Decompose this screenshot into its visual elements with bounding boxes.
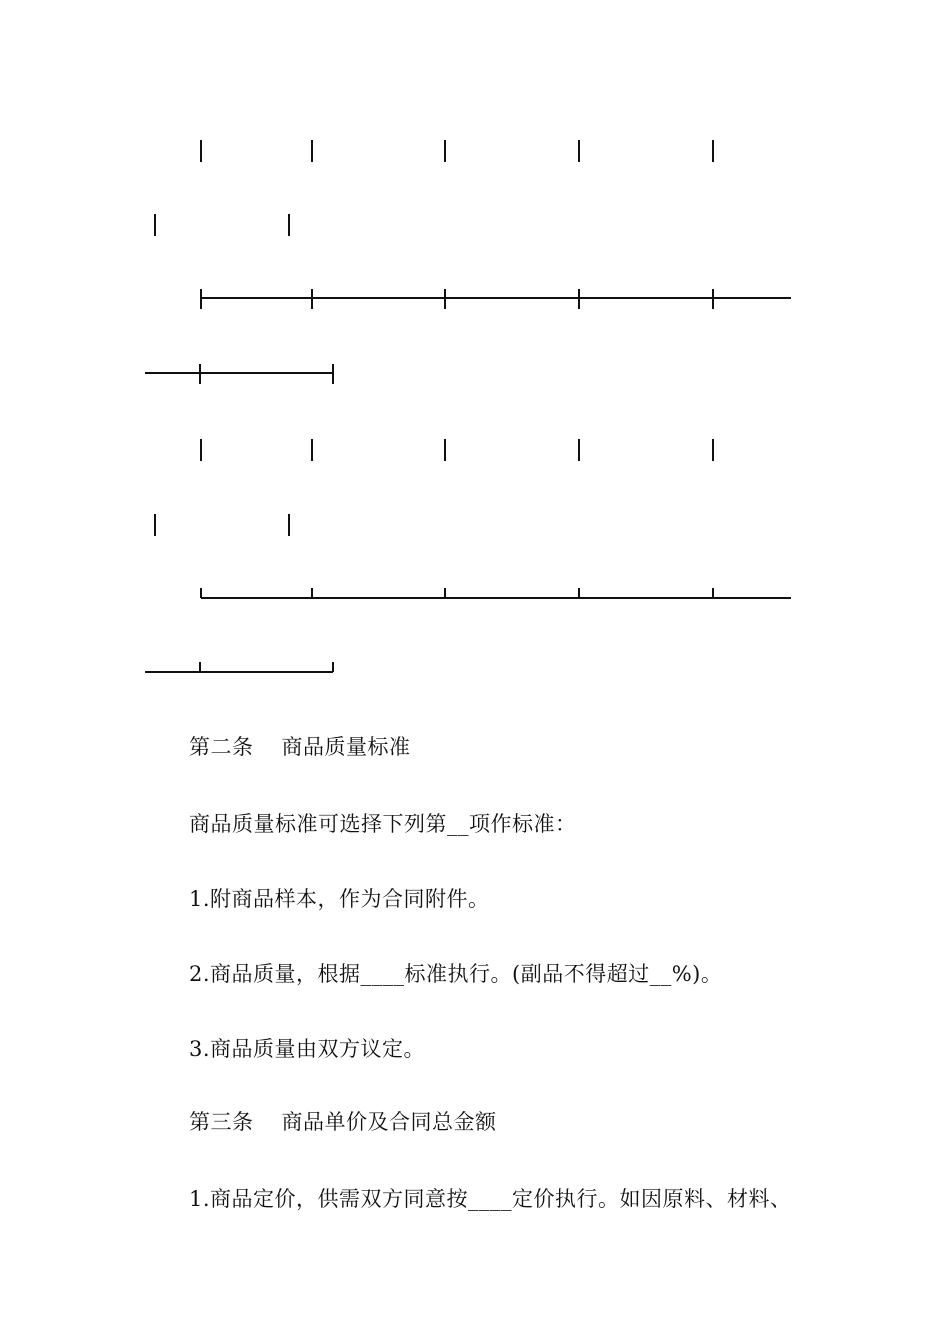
article2-item-1: 1.附商品样本，作为合同附件。 <box>189 887 490 911</box>
article3-item-1: 1.商品定价，供需双方同意按____定价执行。如因原料、材料、 <box>189 1187 792 1211</box>
article3-heading-line <box>189 1108 497 1136</box>
article2-intro: 商品质量标准可选择下列第__项作标准： <box>189 812 577 836</box>
article2-number: 第二条 <box>189 735 254 759</box>
article3-title: 商品单价及合同总金额 <box>281 1110 497 1134</box>
article2-heading-line <box>189 733 411 761</box>
article3-number: 第三条 <box>189 1110 254 1134</box>
article2-item-2: 2.商品质量，根据____标准执行。(副品不得超过__%)。 <box>189 962 723 986</box>
article2-item-3: 3.商品质量由双方议定。 <box>189 1037 426 1061</box>
article2-title: 商品质量标准 <box>281 735 411 759</box>
